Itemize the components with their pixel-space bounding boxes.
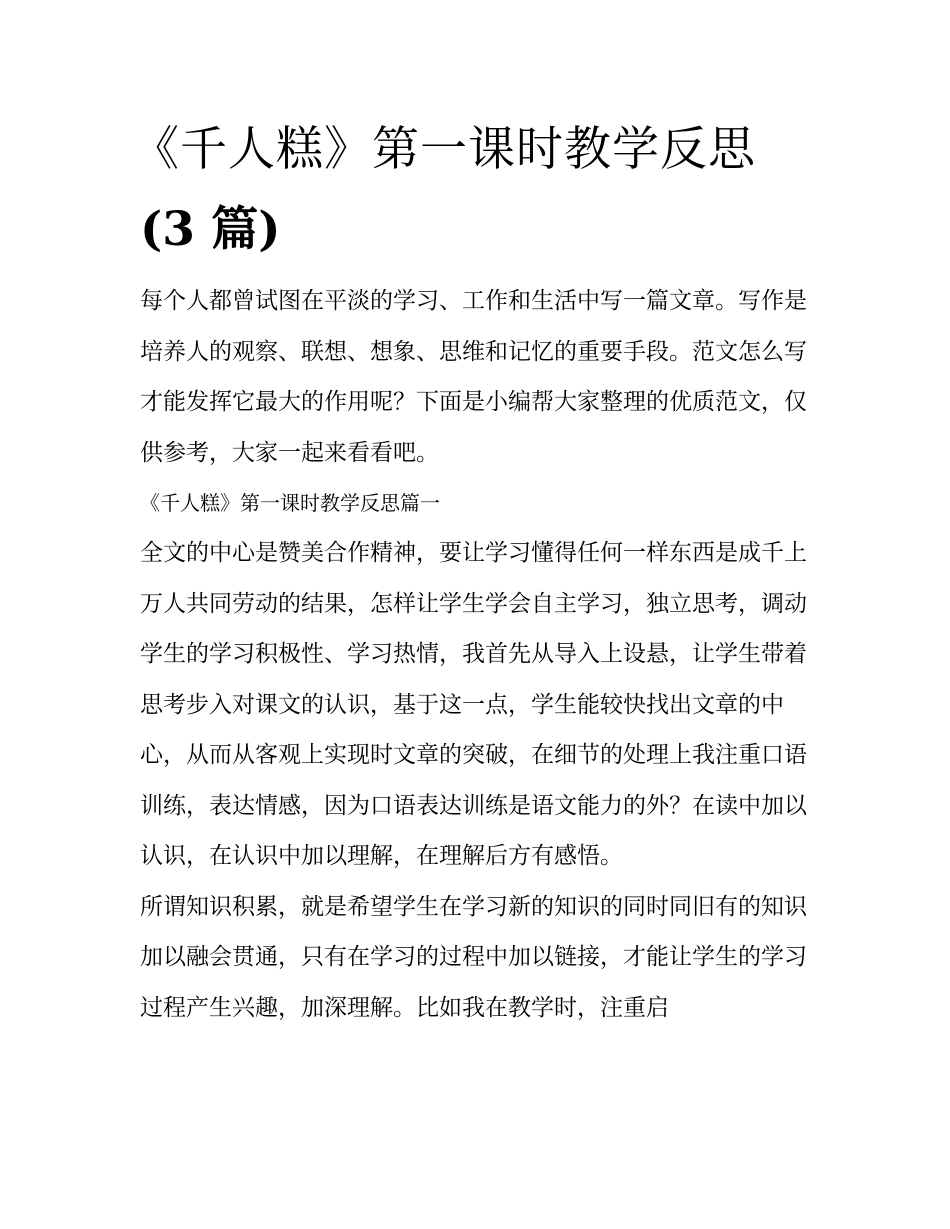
- document-body: [140, 276, 816, 1033]
- section-heading: 《千人糕》第一课时教学反思篇一: [140, 491, 440, 515]
- document-page: [132, 110, 816, 1033]
- title-line-1: 《千人糕》第一课时教学反思: [132, 122, 756, 177]
- document-title: [132, 110, 816, 270]
- body-paragraph-1: 全文的中心是赞美合作精神，要让学习懂得任何一样东西是成千上万人共同劳动的结果，怎样让学生学会自主学习，独立思考，调动学生的学习积极性、学习热情，我首先从导入上设悬，让学生带着思考步入对课文的认识，基于这一点，学生能较快找出文章的中心，从而从客观上实现时文章的突破，在细节的处理上我注重口语训练，表达情感，因为口语表达训练是语文能力的外？在读中加以认识，在认识中加以理解，在理解后方有感悟。: [140, 540, 807, 869]
- body-paragraph-2: 所谓知识积累，就是希望学生在学习新的知识的同时同旧有的知识加以融会贯通，只有在学习的过程中加以链接，才能让学生的学习过程产生兴趣，加深理解。比如我在教学时，注重启: [140, 893, 807, 1021]
- intro-paragraph: 每个人都曾试图在平淡的学习、工作和生活中写一篇文章。写作是培养人的观察、联想、想象、思维和记忆的重要手段。范文怎么写才能发挥它最大的作用呢？下面是小编帮大家整理的优质范文，仅供参考，大家一起来看看吧。: [140, 288, 807, 466]
- title-line-2: (3 篇): [140, 202, 281, 257]
